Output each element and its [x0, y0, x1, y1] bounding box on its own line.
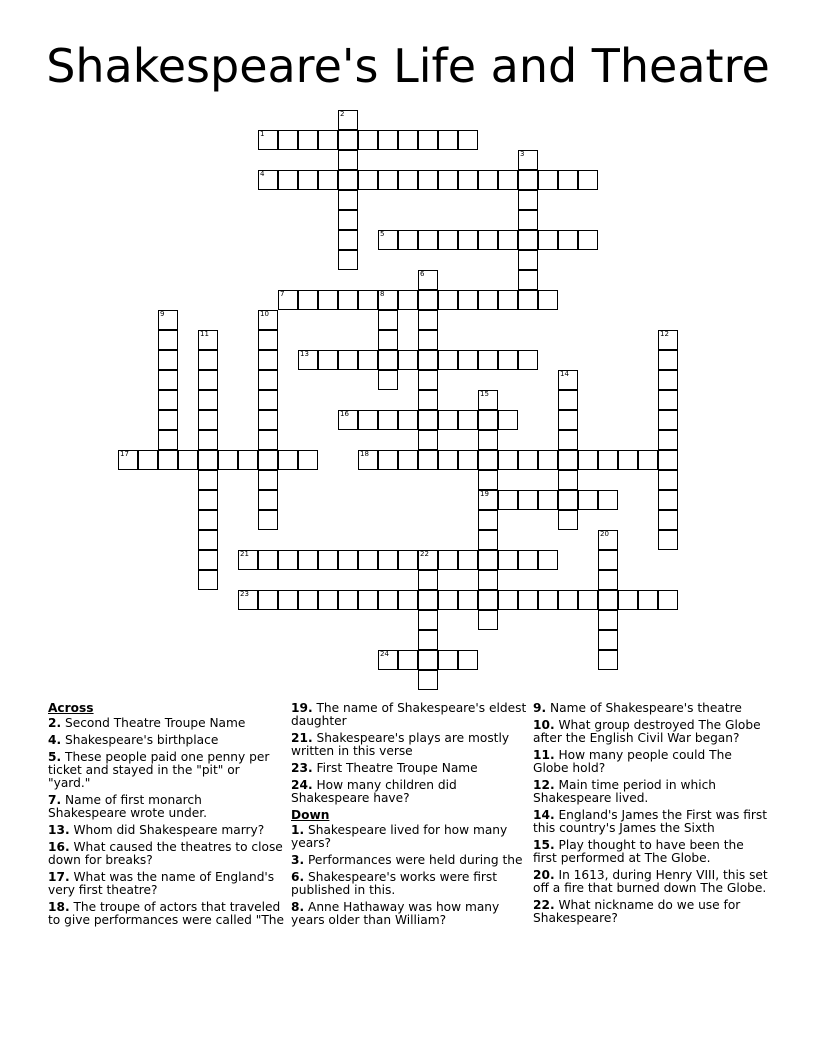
grid-cell[interactable]: [498, 410, 518, 430]
clue-down-22: 22. What nickname do we use for Shakespeare?: [533, 898, 741, 925]
grid-cell[interactable]: [198, 450, 218, 470]
grid-cell[interactable]: [558, 590, 578, 610]
clue-across-5: 5. These people paid one penny per ticket and stayed in the "pit" or "yard.": [48, 750, 270, 790]
clue-across-18: 18. The troupe of actors that traveled to give performances were called "The: [48, 900, 284, 927]
grid-cell[interactable]: [438, 350, 458, 370]
grid-cell[interactable]: [298, 350, 318, 370]
grid-cell[interactable]: [598, 450, 618, 470]
clue-down-12: 12. Main time period in which Shakespeare lived.: [533, 778, 717, 805]
grid-cell[interactable]: [378, 230, 398, 250]
grid-cell[interactable]: [378, 450, 398, 470]
grid-cell[interactable]: [558, 410, 578, 430]
grid-number: 17: [120, 450, 129, 458]
grid-cell[interactable]: [158, 450, 178, 470]
grid-cell[interactable]: [418, 270, 438, 290]
clue-across-2: 2. Second Theatre Troupe Name: [48, 716, 246, 730]
grid-cell[interactable]: [298, 170, 318, 190]
grid-cell[interactable]: [358, 450, 378, 470]
grid-cell[interactable]: [418, 130, 438, 150]
grid-cell[interactable]: [478, 590, 498, 610]
grid-cell[interactable]: [398, 450, 418, 470]
grid-cell[interactable]: [658, 510, 678, 530]
grid-cell[interactable]: [278, 290, 298, 310]
grid-cell[interactable]: [538, 290, 558, 310]
grid-cell[interactable]: [318, 550, 338, 570]
grid-cell[interactable]: [278, 130, 298, 150]
grid-cell[interactable]: [438, 650, 458, 670]
grid-cell[interactable]: [418, 330, 438, 350]
grid-cell[interactable]: [378, 650, 398, 670]
grid-cell[interactable]: [198, 490, 218, 510]
grid-cell[interactable]: [558, 370, 578, 390]
grid-cell[interactable]: [478, 230, 498, 250]
grid-cell[interactable]: [558, 490, 578, 510]
grid-cell[interactable]: [138, 450, 158, 470]
grid-cell[interactable]: [558, 430, 578, 450]
grid-cell[interactable]: [438, 590, 458, 610]
grid-cell[interactable]: [438, 170, 458, 190]
grid-cell[interactable]: [538, 590, 558, 610]
grid-cell[interactable]: [338, 550, 358, 570]
grid-cell[interactable]: [598, 570, 618, 590]
grid-cell[interactable]: [578, 450, 598, 470]
grid-cell[interactable]: [418, 570, 438, 590]
grid-cell[interactable]: [378, 350, 398, 370]
grid-cell[interactable]: [538, 230, 558, 250]
grid-cell[interactable]: [258, 310, 278, 330]
grid-cell[interactable]: [658, 410, 678, 430]
grid-cell[interactable]: [518, 590, 538, 610]
clue-down-1: 1. Shakespeare lived for how many years?: [291, 823, 508, 850]
grid-number: 14: [560, 370, 569, 378]
grid-cell[interactable]: [398, 550, 418, 570]
grid-cell[interactable]: [258, 130, 278, 150]
grid-cell[interactable]: [198, 550, 218, 570]
grid-cell[interactable]: [258, 390, 278, 410]
grid-cell[interactable]: [318, 350, 338, 370]
grid-cell[interactable]: [258, 430, 278, 450]
grid-cell[interactable]: [438, 230, 458, 250]
grid-cell[interactable]: [498, 290, 518, 310]
grid-cell[interactable]: [478, 550, 498, 570]
grid-cell[interactable]: [378, 170, 398, 190]
grid-cell[interactable]: [558, 170, 578, 190]
grid-cell[interactable]: [358, 290, 378, 310]
grid-cell[interactable]: [338, 150, 358, 170]
grid-cell[interactable]: [178, 450, 198, 470]
grid-cell[interactable]: [538, 450, 558, 470]
grid-cell[interactable]: [458, 410, 478, 430]
grid-cell[interactable]: [658, 490, 678, 510]
grid-cell[interactable]: [478, 430, 498, 450]
grid-cell[interactable]: [258, 590, 278, 610]
grid-cell[interactable]: [338, 190, 358, 210]
grid-number: 18: [360, 450, 369, 458]
grid-cell[interactable]: [398, 410, 418, 430]
grid-cell[interactable]: [358, 130, 378, 150]
grid-number: 21: [240, 550, 249, 558]
grid-cell[interactable]: [258, 470, 278, 490]
clue-across-7: 7. Name of first monarch Shakespeare wrote under.: [48, 793, 207, 820]
grid-cell[interactable]: [658, 390, 678, 410]
grid-cell[interactable]: [438, 410, 458, 430]
grid-cell[interactable]: [518, 230, 538, 250]
grid-cell[interactable]: [578, 170, 598, 190]
grid-cell[interactable]: [518, 290, 538, 310]
grid-cell[interactable]: [398, 650, 418, 670]
grid-cell[interactable]: [598, 490, 618, 510]
grid-cell[interactable]: [498, 450, 518, 470]
grid-number: 15: [480, 390, 489, 398]
grid-cell[interactable]: [418, 390, 438, 410]
grid-cell[interactable]: [418, 410, 438, 430]
grid-cell[interactable]: [278, 550, 298, 570]
grid-cell[interactable]: [538, 170, 558, 190]
grid-cell[interactable]: [478, 570, 498, 590]
grid-cell[interactable]: [438, 450, 458, 470]
grid-cell[interactable]: [518, 270, 538, 290]
grid-cell[interactable]: [458, 590, 478, 610]
grid-cell[interactable]: [418, 550, 438, 570]
clue-down-8: 8. Anne Hathaway was how many years older than William?: [291, 900, 500, 927]
grid-cell[interactable]: [438, 550, 458, 570]
grid-cell[interactable]: [598, 530, 618, 550]
grid-number: 16: [340, 410, 349, 418]
grid-cell[interactable]: [418, 290, 438, 310]
grid-cell[interactable]: [418, 650, 438, 670]
grid-cell[interactable]: [198, 330, 218, 350]
grid-cell[interactable]: [418, 310, 438, 330]
grid-cell[interactable]: [658, 590, 678, 610]
grid-cell[interactable]: [258, 350, 278, 370]
grid-cell[interactable]: [398, 130, 418, 150]
grid-cell[interactable]: [338, 170, 358, 190]
grid-cell[interactable]: [418, 450, 438, 470]
grid-cell[interactable]: [198, 370, 218, 390]
grid-cell[interactable]: [318, 290, 338, 310]
grid-cell[interactable]: [458, 290, 478, 310]
grid-cell[interactable]: [578, 590, 598, 610]
grid-cell[interactable]: [338, 250, 358, 270]
grid-cell[interactable]: [578, 230, 598, 250]
grid-cell[interactable]: [358, 350, 378, 370]
grid-cell[interactable]: [158, 410, 178, 430]
grid-cell[interactable]: [258, 450, 278, 470]
grid-cell[interactable]: [238, 550, 258, 570]
clue-across-21: 21. Shakespeare's plays are mostly written in this verse: [291, 731, 510, 758]
grid-number: 10: [260, 310, 269, 318]
grid-cell[interactable]: [618, 590, 638, 610]
grid-cell[interactable]: [458, 450, 478, 470]
grid-cell[interactable]: [518, 450, 538, 470]
clue-across-4: 4. Shakespeare's birthplace: [48, 733, 219, 747]
clue-down-6: 6. Shakespeare's works were first published in this.: [291, 870, 498, 897]
grid-cell[interactable]: [518, 170, 538, 190]
grid-cell[interactable]: [518, 550, 538, 570]
grid-cell[interactable]: [218, 450, 238, 470]
grid-cell[interactable]: [458, 230, 478, 250]
clue-down-10: 10. What group destroyed The Globe after the English Civil War began?: [533, 718, 761, 745]
grid-cell[interactable]: [198, 570, 218, 590]
grid-cell[interactable]: [198, 410, 218, 430]
grid-number: 1: [260, 130, 265, 138]
grid-cell[interactable]: [418, 610, 438, 630]
grid-cell[interactable]: [158, 390, 178, 410]
grid-cell[interactable]: [358, 550, 378, 570]
grid-cell[interactable]: [498, 230, 518, 250]
grid-cell[interactable]: [438, 130, 458, 150]
grid-number: 22: [420, 550, 429, 558]
grid-cell[interactable]: [478, 350, 498, 370]
grid-cell[interactable]: [358, 170, 378, 190]
grid-cell[interactable]: [158, 370, 178, 390]
grid-cell[interactable]: [398, 170, 418, 190]
grid-cell[interactable]: [478, 490, 498, 510]
grid-cell[interactable]: [258, 410, 278, 430]
grid-cell[interactable]: [478, 470, 498, 490]
grid-cell[interactable]: [538, 550, 558, 570]
grid-cell[interactable]: [658, 450, 678, 470]
grid-cell[interactable]: [598, 630, 618, 650]
grid-cell[interactable]: [518, 150, 538, 170]
grid-cell[interactable]: [258, 550, 278, 570]
grid-cell[interactable]: [118, 450, 138, 470]
grid-number: 13: [300, 350, 309, 358]
clue-across-19: 19. The name of Shakespeare's eldest daughter: [291, 701, 527, 728]
grid-cell[interactable]: [538, 490, 558, 510]
grid-cell[interactable]: [478, 610, 498, 630]
grid-cell[interactable]: [158, 310, 178, 330]
grid-cell[interactable]: [378, 410, 398, 430]
grid-cell[interactable]: [298, 550, 318, 570]
clue-across-16: 16. What caused the theatres to close down for breaks?: [48, 840, 283, 867]
grid-cell[interactable]: [478, 290, 498, 310]
grid-cell[interactable]: [318, 590, 338, 610]
grid-cell[interactable]: [658, 370, 678, 390]
clues-column-2: [291, 702, 527, 931]
grid-cell[interactable]: [198, 530, 218, 550]
grid-cell[interactable]: [558, 470, 578, 490]
grid-cell[interactable]: [478, 410, 498, 430]
clues-column-3: [533, 702, 769, 929]
grid-cell[interactable]: [338, 210, 358, 230]
grid-number: 3: [520, 150, 525, 158]
grid-cell[interactable]: [498, 350, 518, 370]
clue-across-23: 23. First Theatre Troupe Name: [291, 761, 478, 775]
grid-cell[interactable]: [518, 210, 538, 230]
grid-cell[interactable]: [618, 450, 638, 470]
grid-number: 24: [380, 650, 389, 658]
grid-cell[interactable]: [198, 390, 218, 410]
clue-down-11: 11. How many people could The Globe hold?: [533, 748, 732, 775]
grid-number: 9: [160, 310, 165, 318]
grid-cell[interactable]: [518, 490, 538, 510]
grid-cell[interactable]: [558, 450, 578, 470]
grid-cell[interactable]: [278, 450, 298, 470]
clue-down-3: 3. Performances were held during the: [291, 853, 523, 867]
clue-down-9: 9. Name of Shakespeare's theatre: [533, 701, 742, 715]
grid-cell[interactable]: [358, 410, 378, 430]
grid-number: 2: [340, 110, 345, 118]
grid-cell[interactable]: [478, 510, 498, 530]
grid-cell[interactable]: [478, 390, 498, 410]
grid-cell[interactable]: [378, 370, 398, 390]
grid-cell[interactable]: [338, 290, 358, 310]
grid-cell[interactable]: [598, 550, 618, 570]
grid-cell[interactable]: [418, 350, 438, 370]
down-header: Down: [291, 808, 330, 822]
grid-cell[interactable]: [198, 510, 218, 530]
grid-number: 20: [600, 530, 609, 538]
page-title: Shakespeare's Life and Theatre: [46, 39, 770, 93]
clue-across-17: 17. What was the name of England's very first theatre?: [48, 870, 275, 897]
grid-cell[interactable]: [338, 590, 358, 610]
grid-cell[interactable]: [258, 170, 278, 190]
grid-cell[interactable]: [158, 350, 178, 370]
grid-cell[interactable]: [378, 290, 398, 310]
clue-across-24: 24. How many children did Shakespeare have?: [291, 778, 457, 805]
grid-cell[interactable]: [418, 230, 438, 250]
grid-cell[interactable]: [238, 590, 258, 610]
grid-cell[interactable]: [258, 510, 278, 530]
grid-cell[interactable]: [558, 510, 578, 530]
grid-cell[interactable]: [558, 230, 578, 250]
grid-cell[interactable]: [278, 590, 298, 610]
grid-cell[interactable]: [658, 470, 678, 490]
grid-cell[interactable]: [278, 170, 298, 190]
grid-cell[interactable]: [478, 450, 498, 470]
grid-cell[interactable]: [338, 130, 358, 150]
grid-cell[interactable]: [398, 230, 418, 250]
grid-cell[interactable]: [418, 590, 438, 610]
grid-cell[interactable]: [398, 290, 418, 310]
grid-cell[interactable]: [458, 650, 478, 670]
grid-cell[interactable]: [598, 610, 618, 630]
grid-cell[interactable]: [238, 450, 258, 470]
grid-number: 6: [420, 270, 425, 278]
grid-cell[interactable]: [198, 470, 218, 490]
grid-cell[interactable]: [418, 430, 438, 450]
grid-cell[interactable]: [198, 430, 218, 450]
grid-cell[interactable]: [158, 430, 178, 450]
grid-cell[interactable]: [638, 450, 658, 470]
grid-cell[interactable]: [418, 170, 438, 190]
grid-cell[interactable]: [578, 490, 598, 510]
grid-cell[interactable]: [498, 170, 518, 190]
grid-cell[interactable]: [658, 330, 678, 350]
grid-cell[interactable]: [638, 590, 658, 610]
grid-cell[interactable]: [258, 370, 278, 390]
grid-cell[interactable]: [418, 630, 438, 650]
grid-cell[interactable]: [318, 130, 338, 150]
grid-cell[interactable]: [598, 650, 618, 670]
grid-cell[interactable]: [418, 670, 438, 690]
grid-cell[interactable]: [378, 330, 398, 350]
grid-cell[interactable]: [158, 330, 178, 350]
grid-cell[interactable]: [498, 490, 518, 510]
grid-cell[interactable]: [318, 170, 338, 190]
grid-cell[interactable]: [398, 590, 418, 610]
grid-cell[interactable]: [558, 390, 578, 410]
grid-cell[interactable]: [298, 450, 318, 470]
grid-cell[interactable]: [478, 170, 498, 190]
grid-cell[interactable]: [398, 350, 418, 370]
grid-cell[interactable]: [598, 590, 618, 610]
grid-cell[interactable]: [338, 350, 358, 370]
grid-cell[interactable]: [258, 330, 278, 350]
clue-down-20: 20. In 1613, during Henry VIII, this set off a fire that burned down The Globe.: [533, 868, 768, 895]
grid-cell[interactable]: [518, 190, 538, 210]
grid-number: 12: [660, 330, 669, 338]
grid-number: 5: [380, 230, 385, 238]
grid-cell[interactable]: [378, 550, 398, 570]
grid-cell[interactable]: [378, 590, 398, 610]
grid-cell[interactable]: [378, 130, 398, 150]
grid-cell[interactable]: [298, 130, 318, 150]
grid-cell[interactable]: [658, 430, 678, 450]
grid-cell[interactable]: [298, 290, 318, 310]
grid-cell[interactable]: [358, 590, 378, 610]
grid-cell[interactable]: [378, 310, 398, 330]
clue-across-13: 13. Whom did Shakespeare marry?: [48, 823, 265, 837]
across-header: Across: [48, 701, 94, 715]
grid-cell[interactable]: [438, 290, 458, 310]
grid-cell[interactable]: [658, 530, 678, 550]
grid-cell[interactable]: [198, 350, 218, 370]
grid-cell[interactable]: [418, 370, 438, 390]
grid-cell[interactable]: [498, 590, 518, 610]
grid-cell[interactable]: [338, 110, 358, 130]
grid-cell[interactable]: [298, 590, 318, 610]
grid-cell[interactable]: [458, 550, 478, 570]
grid-number: 7: [280, 290, 285, 298]
grid-number: 8: [380, 290, 385, 298]
clue-down-15: 15. Play thought to have been the first performed at The Globe.: [533, 838, 744, 865]
grid-cell[interactable]: [658, 350, 678, 370]
grid-cell[interactable]: [338, 410, 358, 430]
clue-down-14: 14. England's James the First was first this country's James the Sixth: [533, 808, 768, 835]
grid-number: 11: [200, 330, 209, 338]
grid-cell[interactable]: [338, 230, 358, 250]
grid-number: 4: [260, 170, 265, 178]
grid-number: 19: [480, 490, 489, 498]
grid-number: 23: [240, 590, 249, 598]
grid-cell[interactable]: [458, 170, 478, 190]
grid-cell[interactable]: [458, 350, 478, 370]
grid-cell[interactable]: [518, 250, 538, 270]
grid-cell[interactable]: [258, 490, 278, 510]
grid-cell[interactable]: [478, 530, 498, 550]
grid-cell[interactable]: [458, 130, 478, 150]
grid-cell[interactable]: [498, 550, 518, 570]
clues-column-1: [48, 702, 284, 931]
grid-cell[interactable]: [518, 350, 538, 370]
